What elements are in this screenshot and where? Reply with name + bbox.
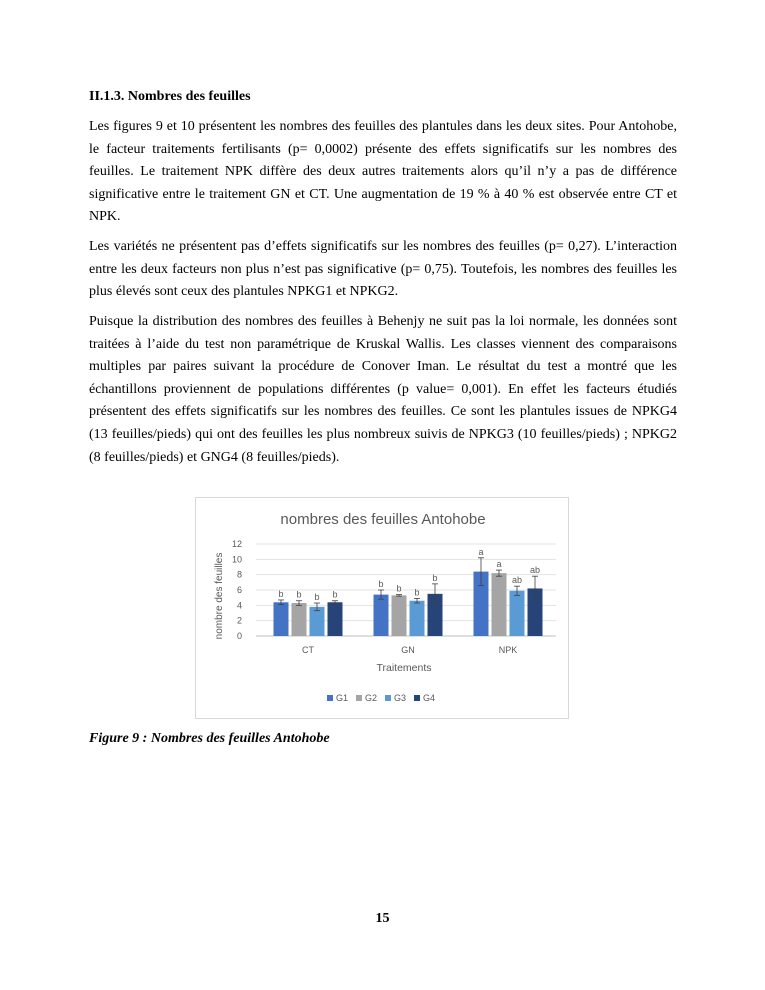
bar	[374, 595, 389, 636]
figure-caption: Figure 9 : Nombres des feuilles Antohobe	[89, 731, 330, 746]
legend-label: G2	[365, 693, 378, 703]
y-tick-label: 0	[236, 631, 242, 641]
significance-letter: ab	[529, 565, 541, 576]
y-tick-label: 12	[231, 539, 242, 549]
significance-letter: b	[296, 589, 302, 600]
legend-swatch	[356, 695, 362, 701]
leaf-count-chart	[195, 497, 569, 719]
significance-letter: b	[378, 579, 384, 589]
bar	[410, 601, 425, 636]
bar	[392, 595, 407, 636]
legend-swatch	[385, 695, 391, 701]
bar	[274, 602, 289, 636]
y-tick-label: 4	[236, 600, 242, 611]
x-tick-label: CT	[302, 645, 314, 655]
chart-title: nombres des feuilles Antohobe	[280, 511, 486, 528]
legend-label: G1	[336, 693, 349, 703]
legend-label: G4	[423, 693, 436, 703]
significance-letter: b	[314, 592, 320, 603]
y-axis-label: nombre des feuilles	[214, 552, 225, 640]
bar	[328, 602, 343, 636]
x-tick-label: GN	[401, 645, 415, 655]
significance-letter: a	[496, 559, 502, 570]
paragraph-1: Les figures 9 et 10 présentent les nombres des feuilles des plantules dans les deux sites. Pour Antohobe, le facteur traitements fertilisants (p= 0,0002) présente des effets significatifs sur les nombres des feuilles. Le traitement NPK diffère des deux autres traitements alors qu’il n’y a pas de différence significative entre le traitement GN et CT. Une augmentation de 19 % à 40 % est observée entre CT et NPK.	[89, 119, 677, 225]
y-tick-label: 6	[236, 585, 242, 595]
y-tick-label: 8	[236, 569, 242, 580]
significance-letter: b	[396, 583, 402, 594]
legend-swatch	[327, 695, 333, 701]
paragraph-2: Les variétés ne présentent pas d’effets significatifs sur les nombres des feuilles (p= 0,27). L’interaction entre les deux facteurs non plus n’est pas significative (p= 0,75). Toutefois, les nombres des feuilles les plus élevés sont ceux des plantules NPKG1 et NPKG2.	[89, 239, 677, 300]
x-tick-label: NPK	[498, 645, 518, 655]
significance-letter: b	[332, 589, 338, 600]
significance-letter: a	[478, 546, 484, 557]
bar	[510, 591, 525, 636]
paragraph-3: Puisque la distribution des nombres des feuilles à Behenjy ne suit pas la loi normale, les données sont traitées à l’aide du test non paramétrique de Kruskal Wallis. Les classes viennent des comparaisons multiples par paires suivant la procédure de Conover Iman. Le résultat du test a montré que les échantillons proviennent de populations différentes (p value= 0,001). En effet les facteurs étudiés présentent des effets significatifs sur les nombres des feuilles. Ce sont les plantules issues de NPKG4 (13 feuilles/pieds) qui ont des feuilles les plus nombreux suivis de NPKG3 (10 feuilles/pieds) ; NPKG2 (8 feuilles/pieds) et GNG4 (8 feuilles/pieds).	[89, 314, 677, 465]
chart-canvas	[196, 498, 570, 720]
significance-letter: ab	[511, 575, 523, 586]
section-heading: II.1.3. Nombres des feuilles	[89, 89, 251, 104]
significance-letter: b	[432, 572, 438, 583]
page-number: 15	[375, 911, 390, 926]
significance-letter: b	[414, 587, 420, 598]
legend-swatch	[414, 695, 420, 701]
y-tick-label: 2	[236, 615, 242, 626]
bar	[310, 607, 325, 636]
bar	[292, 603, 307, 636]
significance-letter: b	[278, 588, 284, 599]
y-tick-label: 10	[231, 554, 242, 565]
bar	[492, 573, 507, 636]
legend-label: G3	[394, 693, 407, 703]
x-axis-label: Traitements	[376, 662, 432, 674]
